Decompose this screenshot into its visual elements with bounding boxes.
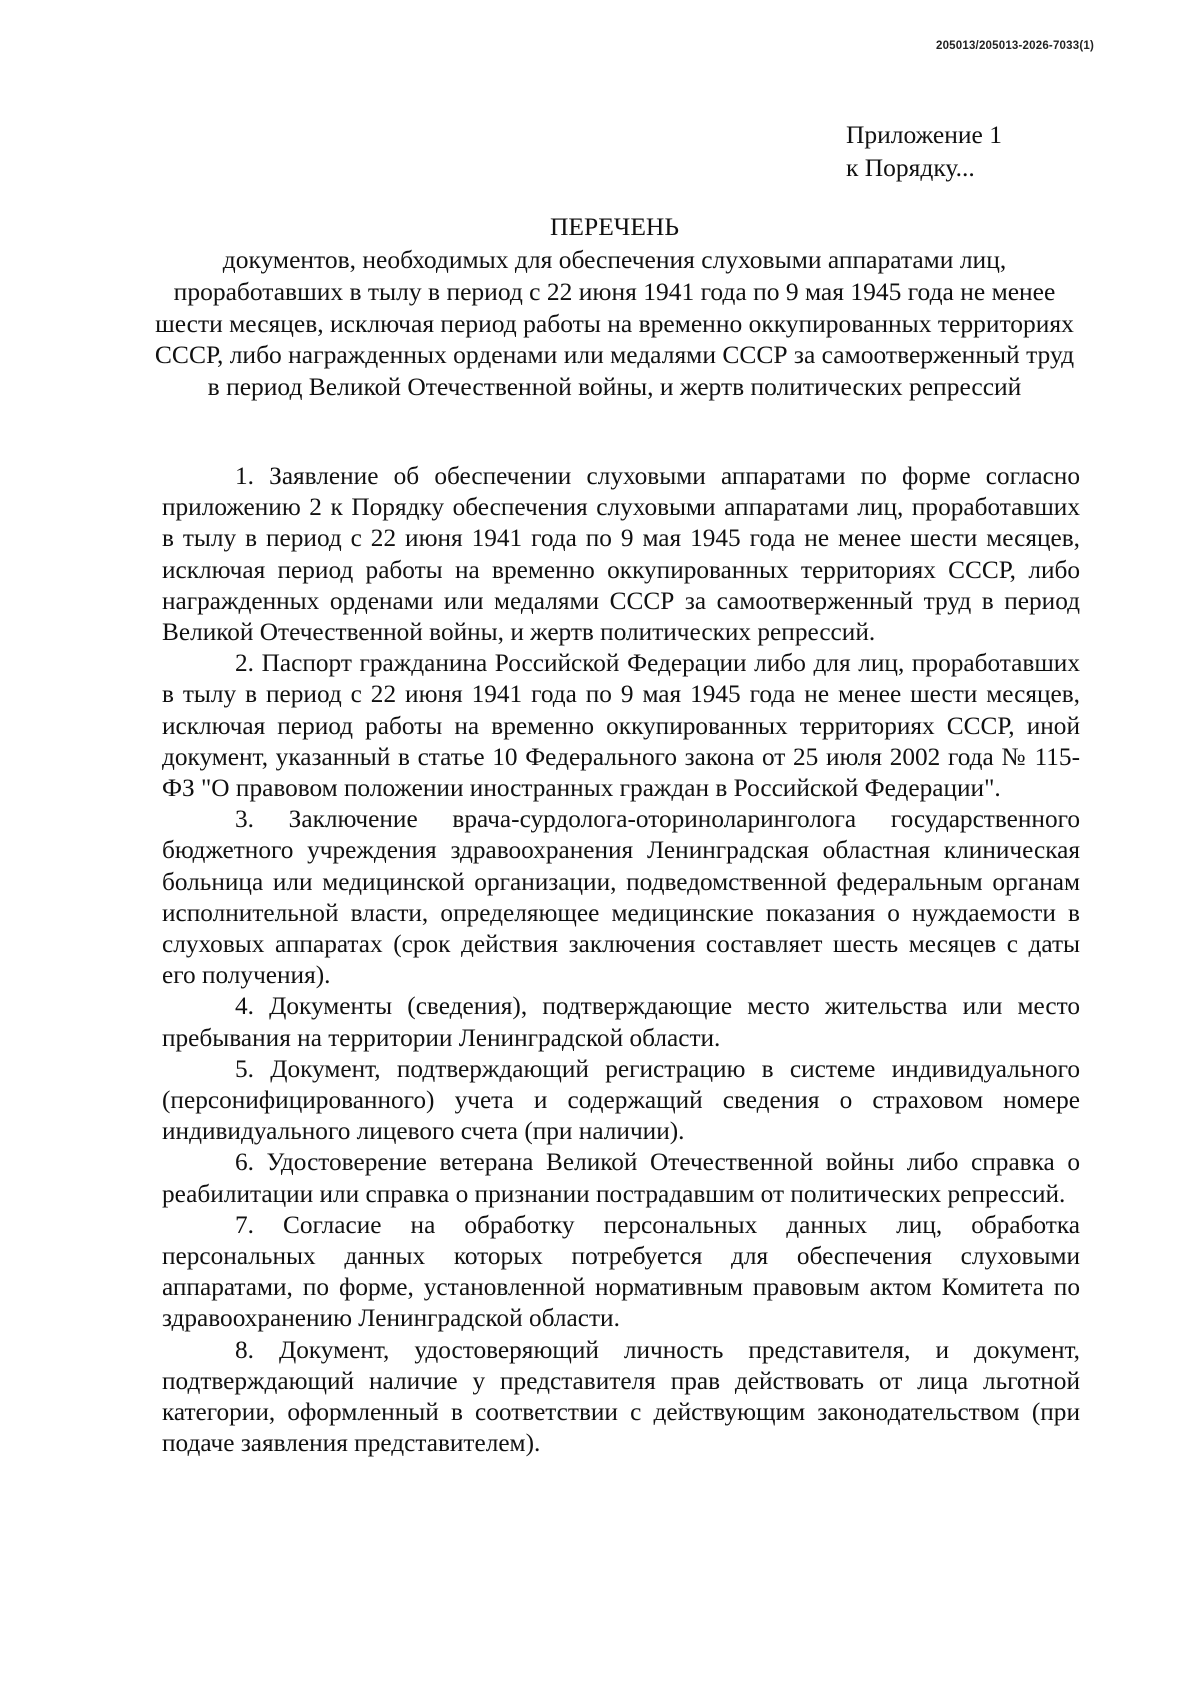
list-item: 5. Документ, подтверждающий регистрацию в системе индивидуального (персонифицированного) учета и содержащий сведения о страховом номере индивидуального лицевого счета (при наличии). [162,1054,1080,1146]
list-item: 6. Удостоверение ветерана Великой Отечественной войны либо справка о реабилитации или справка о признании пострадавшим от политических репрессий. [162,1148,1080,1208]
list-item: 8. Документ, удостоверяющий личность представителя, и документ, подтверждающий наличие у представителя прав действовать от лица льготной категории, оформленный в соответствии с действующим законодательством (при подаче заявления представителем). [162,1335,1080,1458]
document-id-stamp: 205013/205013-2026-7033(1) [935,40,1094,52]
list-item: 7. Согласие на обработку персональных данных лиц, обработка персональных данных которых потребуется для обеспечения слуховыми аппаратами, по форме, установленной нормативным правовым актом Комитета по здравоохранению Ленинградской области. [162,1210,1080,1333]
document-title: ПЕРЕЧЕНЬ [550,212,679,241]
list-item: 4. Документы (сведения), подтверждающие место жительства или место пребывания на территории Ленинградской области. [162,992,1080,1052]
appendix-line-1: Приложение 1 [846,120,1002,149]
appendix-line-2: к Порядку... [846,153,975,182]
document-list [162,461,1080,1460]
list-item: 1. Заявление об обеспечении слуховыми аппаратами по форме согласно приложению 2 к Порядку обеспечения слуховыми аппаратами лиц, проработавших в тылу в период с 22 июня 1941 года по 9 мая 1945 года не менее шести месяцев, исключая период работы на временно оккупированных территориях СССР, либо награжденных орденами или медалями СССР за самоотверженный труд в период Великой Отечественной войны, и жертв политических репрессий. [162,462,1080,647]
appendix-reference [846,118,1002,184]
list-item: 2. Паспорт гражданина Российской Федерации либо для лиц, проработавших в тылу в период с 22 июня 1941 года по 9 мая 1945 года не менее шести месяцев, исключая период работы на временно оккупированных территориях СССР, иной документ, указанный в статье 10 Федерального закона от 25 июля 2002 года № 115-ФЗ "О правовом положении иностранных граждан в Российской Федерации". [162,649,1080,803]
document-subtitle: документов, необходимых для обеспечения слуховыми аппаратами лиц, проработавших в тылу в период с 22 июня 1941 года по 9 мая 1945 года не менее шести месяцев, исключая период работы на временно оккупированных территориях СССР, либо награжденных орденами или медалями СССР за самоотверженный труд в период Великой Отечественной войны, и жертв политических репрессий [154,245,1075,402]
list-item: 3. Заключение врача-сурдолога-оториноларинголога государственного бюджетного учреждения здравоохранения Ленинградская областная клиническая больница или медицинской организации, подведомственной федеральным органам исполнительной власти, определяющее медицинские показания о нуждаемости в слуховых аппаратах (срок действия заключения составляет шесть месяцев с даты его получения). [162,805,1080,990]
